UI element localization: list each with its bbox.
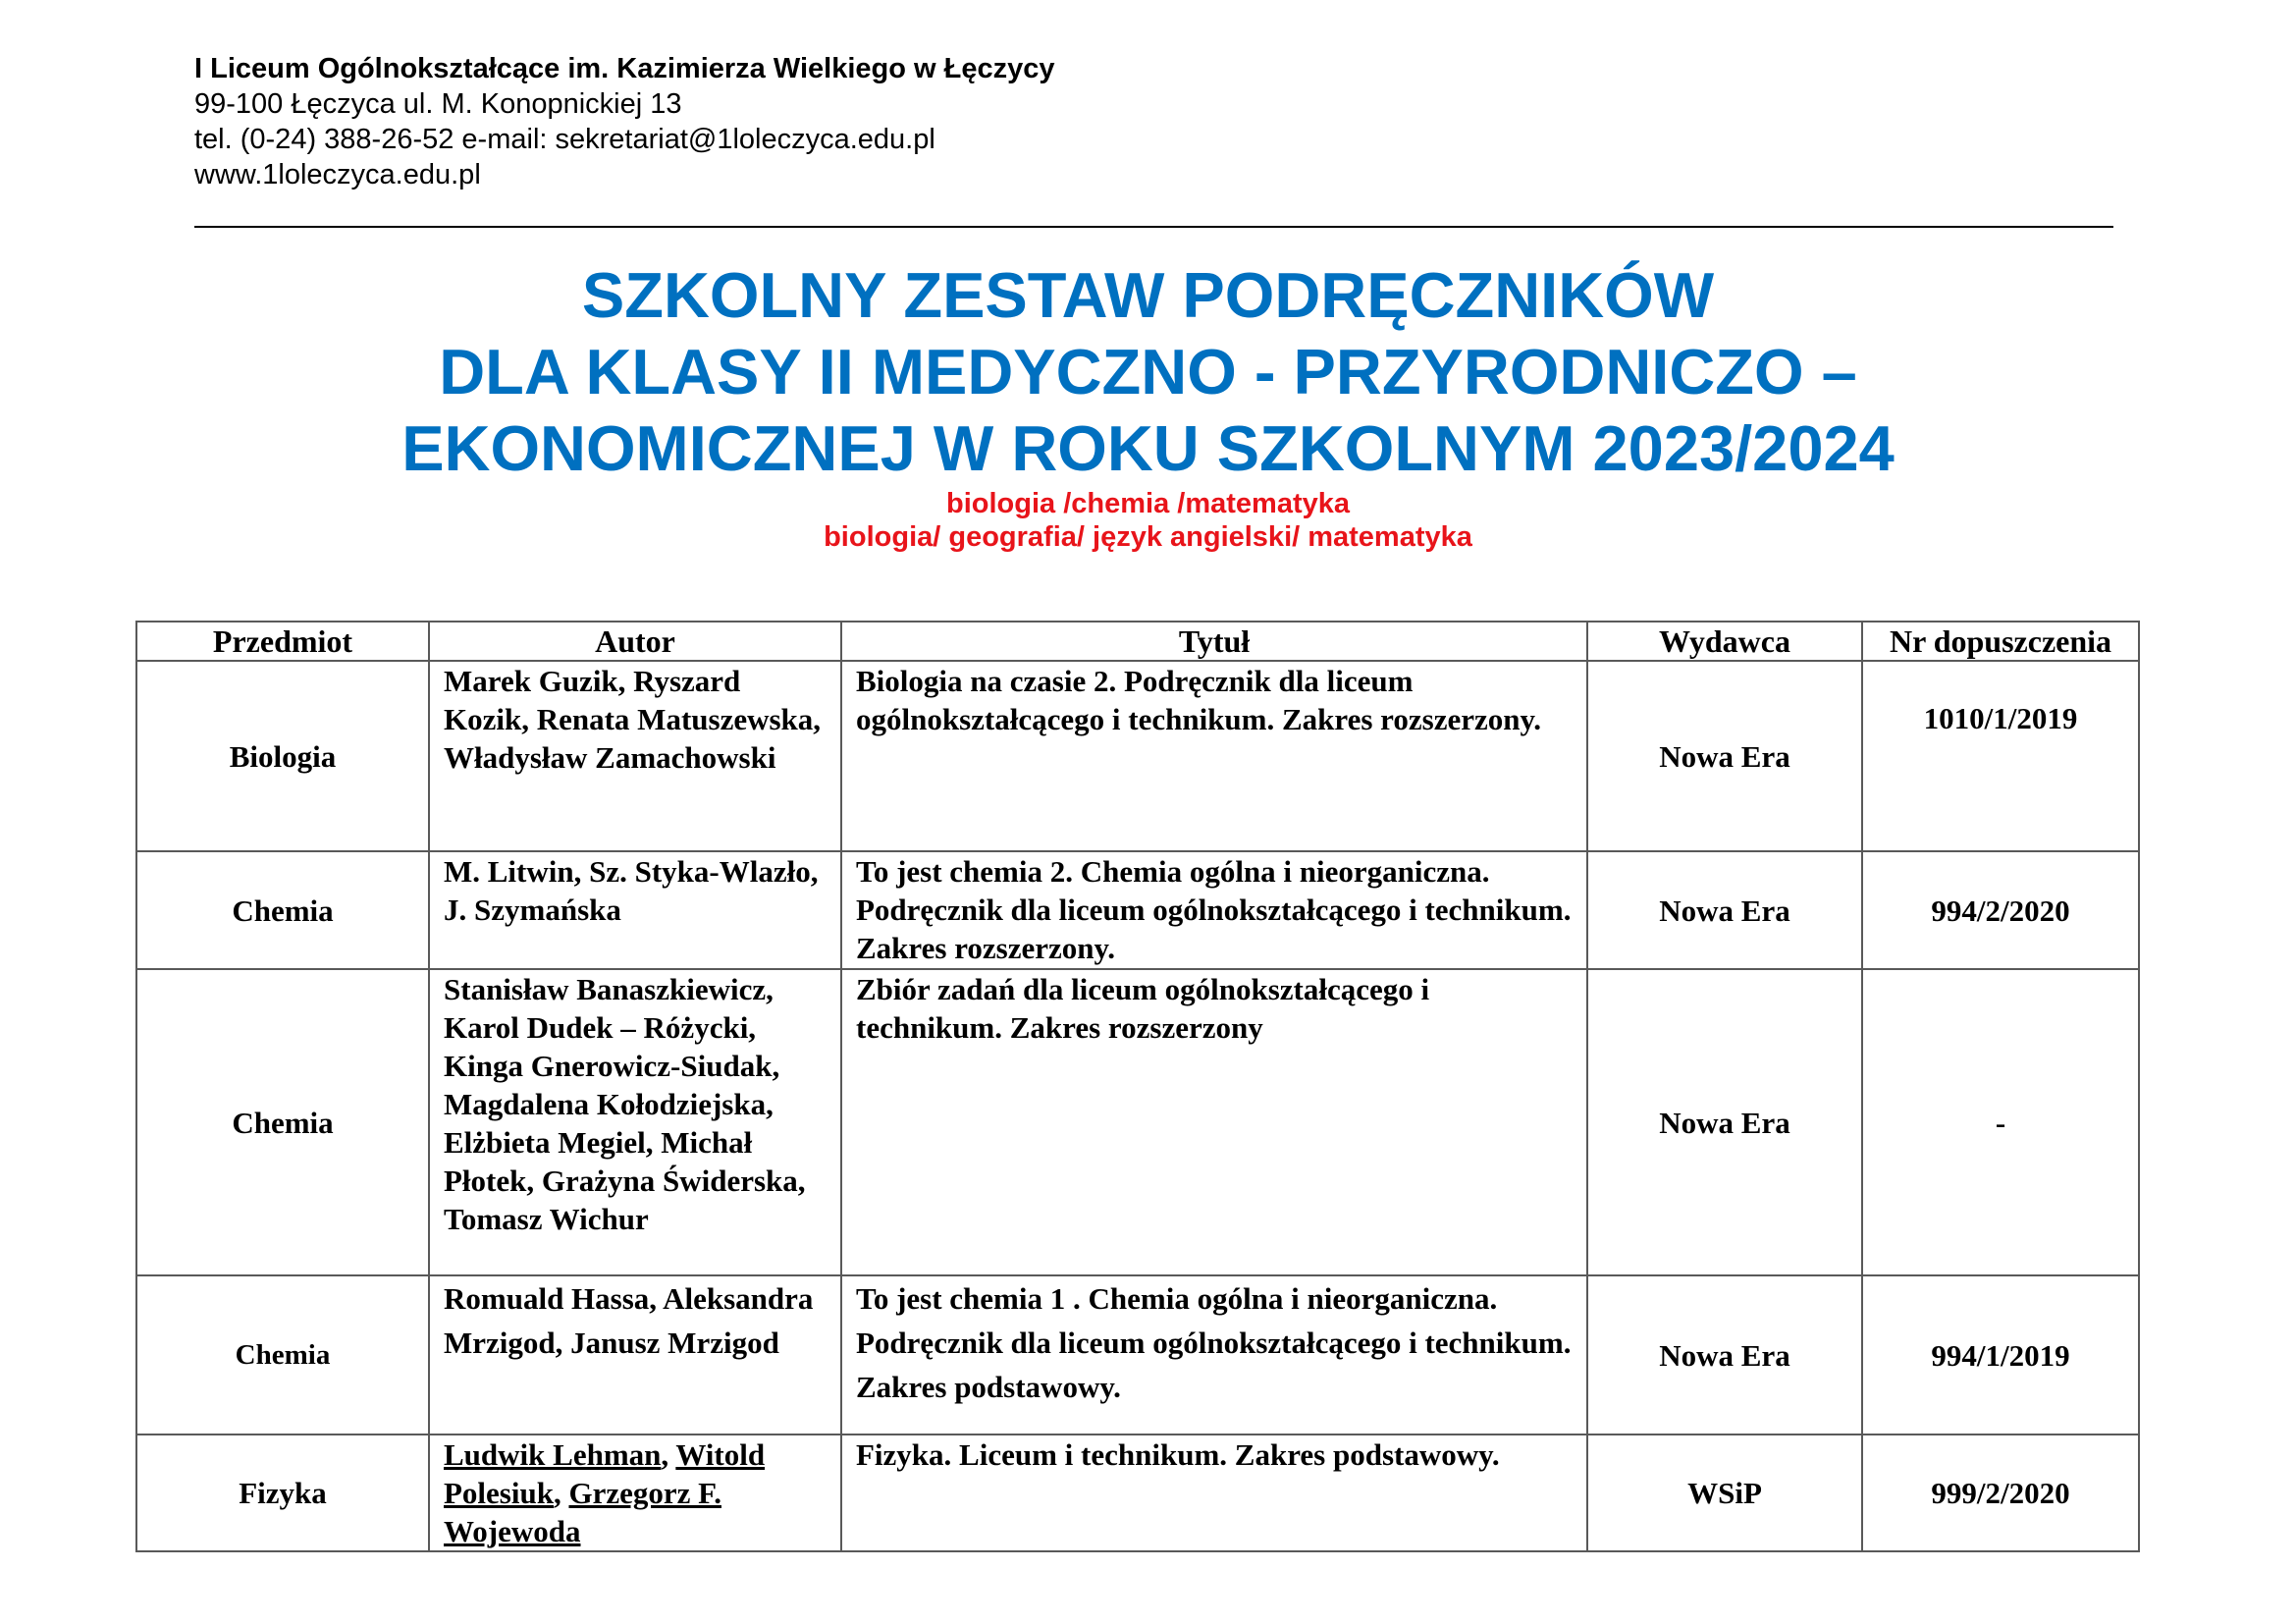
author-separator: , — [553, 1476, 569, 1510]
cell-title: Zbiór zadań dla liceum ogólnokształcącego i technikum. Zakres rozszerzony — [841, 969, 1587, 1275]
title-line-2: DLA KLASY II MEDYCZNO - PRZYRODNICZO – — [439, 336, 1857, 407]
author-link[interactable]: Witold Polesiuk — [444, 1437, 766, 1510]
cell-subject: Chemia — [136, 969, 429, 1275]
cell-subject: Biologia — [136, 661, 429, 851]
cell-title: To jest chemia 1 . Chemia ogólna i nieorganiczna. Podręcznik dla liceum ogólnokształcącego i technikum. Zakres podstawowy. — [841, 1275, 1587, 1435]
table-row — [136, 851, 2139, 969]
header-approval: Nr dopuszczenia — [1862, 622, 2139, 661]
textbook-table — [135, 621, 2140, 1552]
subtitle-line-2: biologia/ geografia/ język angielski/ matematyka — [824, 521, 1472, 553]
author-link[interactable]: Ludwik Lehman — [444, 1437, 662, 1472]
school-header — [194, 51, 1055, 192]
cell-publisher: Nowa Era — [1587, 1275, 1862, 1435]
header-publisher: Wydawca — [1587, 622, 1862, 661]
author-separator: , — [661, 1437, 676, 1472]
cell-author: M. Litwin, Sz. Styka-Wlazło, J. Szymańska — [429, 851, 841, 969]
author-link[interactable]: Grzegorz F. Wojewoda — [444, 1476, 721, 1548]
title-line-1: SZKOLNY ZESTAW PODRĘCZNIKÓW — [581, 259, 1715, 331]
cell-publisher: Nowa Era — [1587, 851, 1862, 969]
cell-approval: 999/2/2020 — [1862, 1435, 2139, 1551]
cell-approval: 994/1/2019 — [1862, 1275, 2139, 1435]
table-row — [136, 1435, 2139, 1551]
cell-title: Biologia na czasie 2. Podręcznik dla liceum ogólnokształcącego i technikum. Zakres rozszerzony. — [841, 661, 1587, 851]
cell-publisher: WSiP — [1587, 1435, 1862, 1551]
cell-title: To jest chemia 2. Chemia ogólna i nieorganiczna. Podręcznik dla liceum ogólnokształcącego i technikum. Zakres rozszerzony. — [841, 851, 1587, 969]
cell-author — [429, 1435, 841, 1551]
header-author: Autor — [429, 622, 841, 661]
subtitle-line-1: biologia /chemia /matematyka — [946, 488, 1350, 519]
cell-subject: Fizyka — [136, 1435, 429, 1551]
cell-author: Romuald Hassa, Aleksandra Mrzigod, Janusz Mrzigod — [429, 1275, 841, 1435]
cell-approval: - — [1862, 969, 2139, 1275]
document-title — [0, 257, 2296, 487]
school-website: www.1loleczyca.edu.pl — [194, 159, 481, 190]
school-address: 99-100 Łęczyca ul. M. Konopnickiej 13 — [194, 88, 682, 120]
cell-subject: Chemia — [136, 851, 429, 969]
cell-publisher: Nowa Era — [1587, 969, 1862, 1275]
cell-approval: 1010/1/2019 — [1862, 661, 2139, 851]
cell-author: Marek Guzik, Ryszard Kozik, Renata Matuszewska, Władysław Zamachowski — [429, 661, 841, 851]
cell-approval: 994/2/2020 — [1862, 851, 2139, 969]
cell-subject: Chemia — [136, 1275, 429, 1435]
document-subtitle — [0, 487, 2296, 554]
cell-title: Fizyka. Liceum i technikum. Zakres podstawowy. — [841, 1435, 1587, 1551]
header-title: Tytuł — [841, 622, 1587, 661]
school-contact: tel. (0-24) 388-26-52 e-mail: sekretariat@1loleczyca.edu.pl — [194, 124, 935, 155]
title-line-3: EKONOMICZNEJ W ROKU SZKOLNYM 2023/2024 — [401, 412, 1895, 484]
table-header-row — [136, 622, 2139, 661]
table-row — [136, 1275, 2139, 1435]
header-subject: Przedmiot — [136, 622, 429, 661]
cell-publisher: Nowa Era — [1587, 661, 1862, 851]
school-name: I Liceum Ogólnokształcące im. Kazimierza Wielkiego w Łęczycy — [194, 53, 1055, 84]
table-row — [136, 969, 2139, 1275]
table-row — [136, 661, 2139, 851]
cell-author: Stanisław Banaszkiewicz, Karol Dudek – Różycki, Kinga Gnerowicz-Siudak, Magdalena Kołodziejska, Elżbieta Megiel, Michał Płotek, Grażyna Świderska, Tomasz Wichur — [429, 969, 841, 1275]
header-divider — [194, 226, 2113, 228]
